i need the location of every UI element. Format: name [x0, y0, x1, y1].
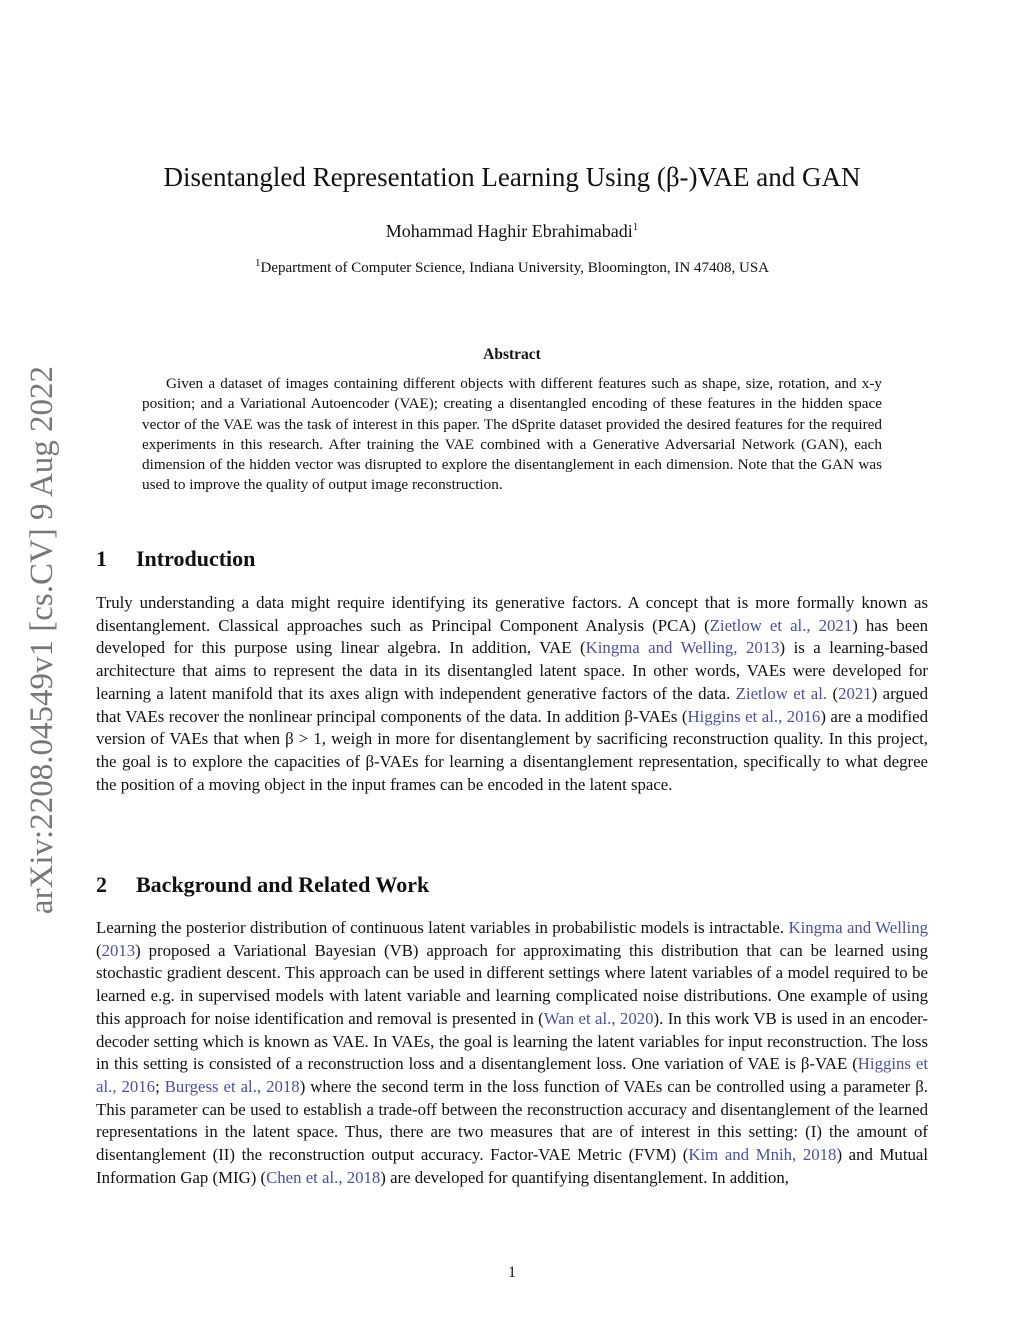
arxiv-identifier: arXiv:2208.04549v1 [cs.CV] 9 Aug 2022 — [24, 365, 60, 915]
text-run: ; — [155, 1076, 165, 1096]
text-run: ) has been developed for this purpose using linear algebra. In addition, VAE ( — [96, 615, 928, 658]
citation-link[interactable]: Burgess et al., 2018 — [164, 1076, 300, 1096]
author-mark: 1 — [632, 221, 639, 233]
abstract-text: Given a dataset of images containing different objects with different features such as shape, size, rotation, and x-y position; and a Variational Autoencoder (VAE); creating a disentangled encoding of these features in the hidden space vector of the VAE was the task of interest in this paper. The dSprite dataset provided the desired features for the required experiments in this research. After training the VAE combined with a Generative Adversarial Network (GAN), each dimension of the hidden vector was disrupted to explore the disentanglement in each dimension. Note that the GAN was used to improve the quality of output image reconstruction. — [142, 375, 882, 494]
abstract-heading: Abstract — [483, 346, 541, 363]
text-run: ( — [96, 940, 102, 960]
citation-link[interactable]: Zietlow et al., 2021 — [709, 615, 853, 635]
section-number: 2 — [96, 872, 107, 897]
text-run: Truly understanding a data might require identifying its generative factors. A concept that is more formally known as disentanglement. Classical approaches such as Principal Component Analysis (PCA) ( — [96, 593, 928, 635]
section-number: 1 — [96, 546, 107, 571]
author — [100, 221, 924, 242]
section-title: Background and Related Work — [136, 872, 430, 897]
text-run: ) where the second term in the loss function of VAEs can be controlled using a parameter β. This parameter can be used to establish a trade-off between the reconstruction accuracy and disentanglement of the learned representations in the latent space. Thus, there are two measures that are of interest in this setting: (I) the amount of disentanglement (II) the reconstruction output accuracy. Factor-VAE Metric (FVM) ( — [96, 1076, 929, 1165]
paper-title: Disentangled Representation Learning Using (β-)VAE and GAN — [163, 162, 861, 192]
text-run: ) argued that VAEs recover the nonlinear principal components of the data. In addition β-VAEs ( — [96, 683, 928, 726]
citation-link[interactable]: Higgins et al., 2016 — [687, 706, 821, 726]
citation-link[interactable]: 2013 — [101, 940, 136, 960]
citation-link[interactable]: Kingma and Welling — [788, 918, 928, 937]
section-heading-background — [96, 872, 429, 898]
citation-link[interactable]: Kingma and Welling, 2013 — [585, 638, 780, 658]
background-paragraph — [96, 917, 928, 1189]
text-run: ( — [827, 683, 839, 703]
text-run: ) proposed a Variational Bayesian (VB) approach for approximating this distribution that can be learned using stochastic gradient descent. This approach can be used in different settings where latent variables of a model required to be learned e.g. in supervised models with latent variable and learning complicated noise distributions. One example of using this approach for noise identification and removal is presented in ( — [96, 940, 928, 1028]
page-number: 1 — [508, 1264, 516, 1281]
affiliation-mark: 1 — [254, 257, 261, 269]
text-run: ) and Mutual Information Gap (MIG) ( — [96, 1145, 928, 1187]
citation-link[interactable]: Higgins et al., 2016 — [96, 1054, 928, 1096]
citation-link[interactable]: Zietlow et al. — [735, 683, 828, 703]
affiliation — [100, 257, 924, 277]
affiliation-text: Department of Computer Science, Indiana University, Bloomington, IN 47408, USA — [260, 260, 770, 276]
section-title: Introduction — [136, 546, 256, 571]
citation-link[interactable]: Kim and Mnih, 2018 — [688, 1145, 837, 1165]
citation-link[interactable]: Chen et al., 2018 — [266, 1167, 381, 1187]
citation-link[interactable]: Wan et al., 2020 — [543, 1008, 654, 1028]
section-heading-introduction — [96, 546, 255, 572]
text-run: ) are developed for quantifying disentanglement. In addition, — [380, 1167, 789, 1187]
text-run: ) is a learning-based architecture that aims to represent the data in its disentangled latent space. In other words, VAEs were developed for learning a latent manifold that its axes align with independent generative factors of the data. — [96, 638, 928, 703]
text-run: ) are a modified version of VAEs that when β > 1, weigh in more for disentanglement by sacrificing reconstruction quality. In this project, the goal is to explore the capacities of β-VAEs for learning a disentanglement representation, specifically to what degree the position of a moving object in the input frames can be encoded in the latent space. — [96, 706, 928, 794]
citation-link[interactable]: 2021 — [838, 683, 872, 703]
text-run: ). In this work VB is used in an encoder-decoder setting which is known as VAE. In VAEs, the goal is learning the latent variables for input reconstruction. The loss in this setting is consisted of a reconstruction loss and a disentanglement loss. One variation of VAE is β-VAE ( — [96, 1008, 928, 1074]
text-run: Learning the posterior distribution of continuous latent variables in probabilistic models is intractable. — [96, 918, 789, 937]
author-name: Mohammad Haghir Ebrahimabadi — [385, 221, 633, 241]
introduction-paragraph — [96, 592, 928, 796]
